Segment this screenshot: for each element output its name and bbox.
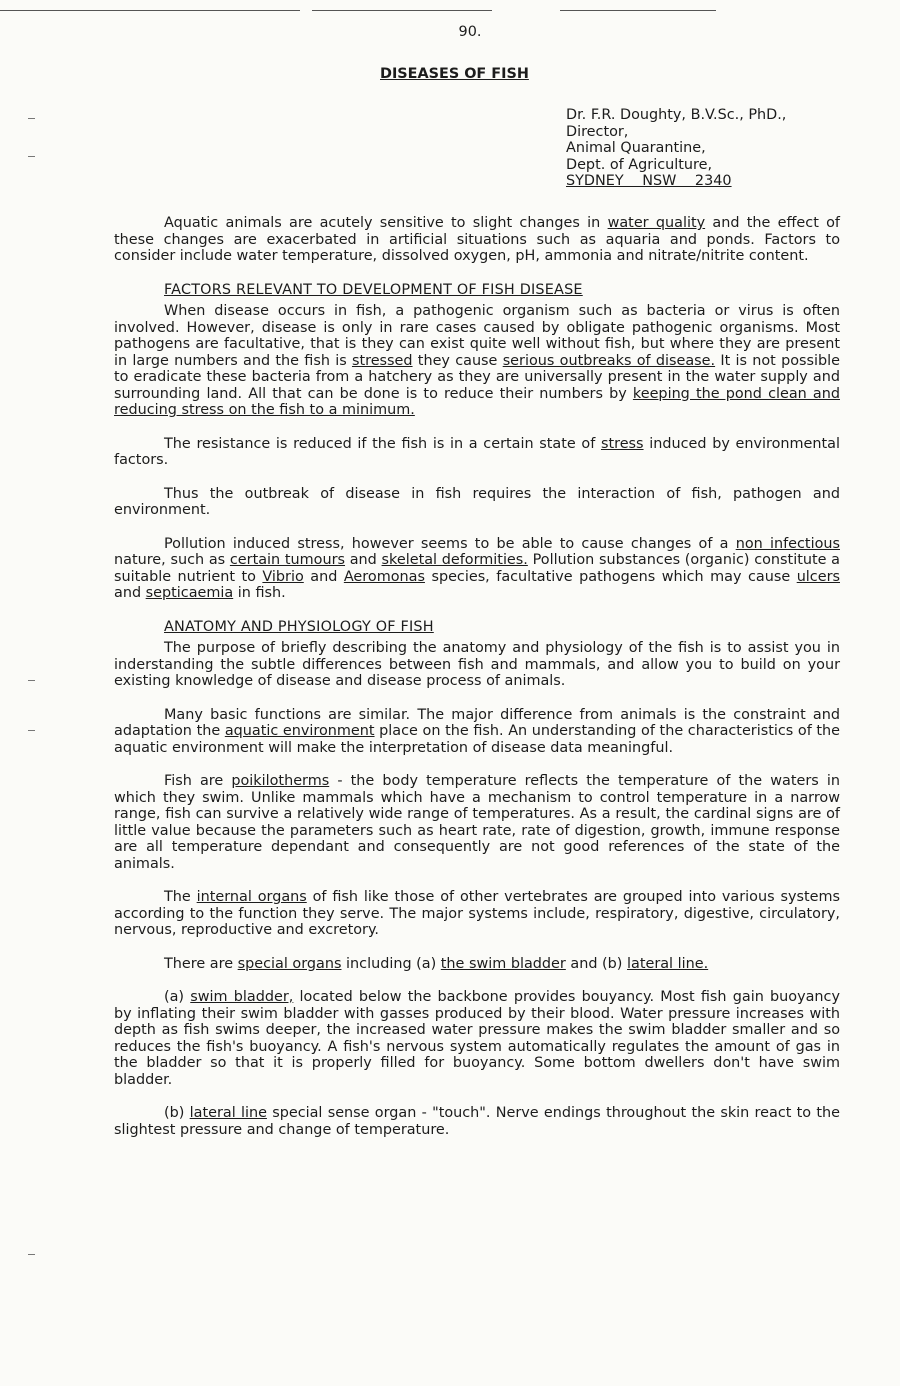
intro-paragraph: Aquatic animals are acutely sensitive to slight changes in water quality and the effect of these changes are exacerbated in artificial situations such as aquaria and ponds. Factors to consider include water temperature, dissolved oxygen, pH, ammonia and nitrate/nitrite content. bbox=[114, 215, 840, 264]
paragraph-pollution: Pollution induced stress, however seems to be able to cause changes of a non infectious nature, such as certain tumours and skeletal deformities. Pollution substances (organic) constitute a suitable nutrient to Vibrio and Aeromonas species, facultative pathogens which may cause ulcers and septicaemia in fish. bbox=[114, 535, 840, 601]
margin-mark bbox=[28, 730, 35, 731]
page-number: 90. bbox=[458, 24, 482, 40]
paragraph-swim-bladder: (a) swim bladder, located below the backbone provides bouyancy. Most fish gain buoyancy by inflating their swim bladder with gasses produced by their blood. Water pressure increases with depth as fish swims deeper, the increased water pressure makes the swim bladder smaller and so reduces the fish's buoyancy. A fish's nervous system automatically regulates the amount of gas in the bladder so that it is properly filled for buoyancy. Some bottom dwellers don't have swim bladder. bbox=[114, 989, 840, 1088]
page-title bbox=[380, 66, 529, 82]
section-heading-anatomy: ANATOMY AND PHYSIOLOGY OF FISH bbox=[164, 618, 434, 635]
author-position: Director, bbox=[566, 123, 629, 140]
title-text: DISEASES OF FISH bbox=[380, 66, 529, 82]
author-department: Dept. of Agriculture, bbox=[566, 156, 713, 173]
header-rule bbox=[0, 10, 300, 11]
author-location: SYDNEY NSW 2340 bbox=[566, 173, 732, 189]
margin-mark bbox=[28, 680, 35, 681]
paragraph-special-organs: There are special organs including (a) the swim bladder and (b) lateral line. bbox=[164, 955, 709, 972]
paragraph-purpose: The purpose of briefly describing the anatomy and physiology of the fish is to assist you in inderstanding the subtle differences between fish and mammals, and allow you to build on your existing knowledge of disease and disease process of animals. bbox=[114, 640, 840, 689]
header-rule bbox=[560, 10, 716, 11]
section-heading-factors: FACTORS RELEVANT TO DEVELOPMENT OF FISH DISEASE bbox=[164, 281, 583, 298]
margin-mark bbox=[28, 156, 35, 157]
margin-mark bbox=[28, 1254, 35, 1255]
author-address bbox=[566, 107, 786, 190]
author-name: Dr. F.R. Doughty, B.V.Sc., PhD., bbox=[566, 107, 787, 123]
paragraph-pathogens: When disease occurs in fish, a pathogenic organism such as bacteria or virus is often involved. However, disease is only in rare cases caused by obligate pathogenic organisms. Most pathogens are facultative, that is they can exist quite well without fish, but where they are present in large numbers and the fish is stressed they cause serious outbreaks of disease. It is not possible to eradicate these bacteria from a hatchery as they are universally present in the water supply and surrounding land. All that can be done is to reduce their numbers by keeping the pond clean and reducing stress on the fish to a minimum. bbox=[114, 303, 841, 418]
header-rule bbox=[312, 10, 492, 11]
author-unit: Animal Quarantine, bbox=[566, 140, 706, 156]
paragraph-poikilotherms: Fish are poikilotherms - the body temperature reflects the temperature of the waters in which they swim. Unlike mammals which have a mechanism to control temperature in a narrow range, fish can survive a relatively wide range of temperatures. As a result, the cardinal signs are of little value because the parameters such as heart rate, rate of digestion, growth, immune response are all temperature dependant and consequently are not good references of the state of the animals. bbox=[114, 773, 840, 872]
paragraph-outbreak: Thus the outbreak of disease in fish requires the interaction of fish, pathogen and environment. bbox=[114, 485, 840, 518]
paragraph-internal-organs: The internal organs of fish like those of other vertebrates are grouped into various systems according to the function they serve. The major systems include, respiratory, digestive, circulatory, nervous, reproductive and excretory. bbox=[114, 889, 840, 938]
margin-mark bbox=[28, 118, 35, 119]
paragraph-resistance: The resistance is reduced if the fish is in a certain state of stress induced by environmental factors. bbox=[114, 435, 840, 468]
paragraph-lateral-line: (b) lateral line special sense organ - "touch". Nerve endings throughout the skin react to the slightest pressure and change of temperature. bbox=[114, 1105, 840, 1138]
paragraph-functions: Many basic functions are similar. The major difference from animals is the constraint and adaptation the aquatic environment place on the fish. An understanding of the characteristics of the aquatic environment will make the interpretation of disease data meaningful. bbox=[114, 706, 841, 756]
body-text bbox=[114, 215, 840, 1155]
